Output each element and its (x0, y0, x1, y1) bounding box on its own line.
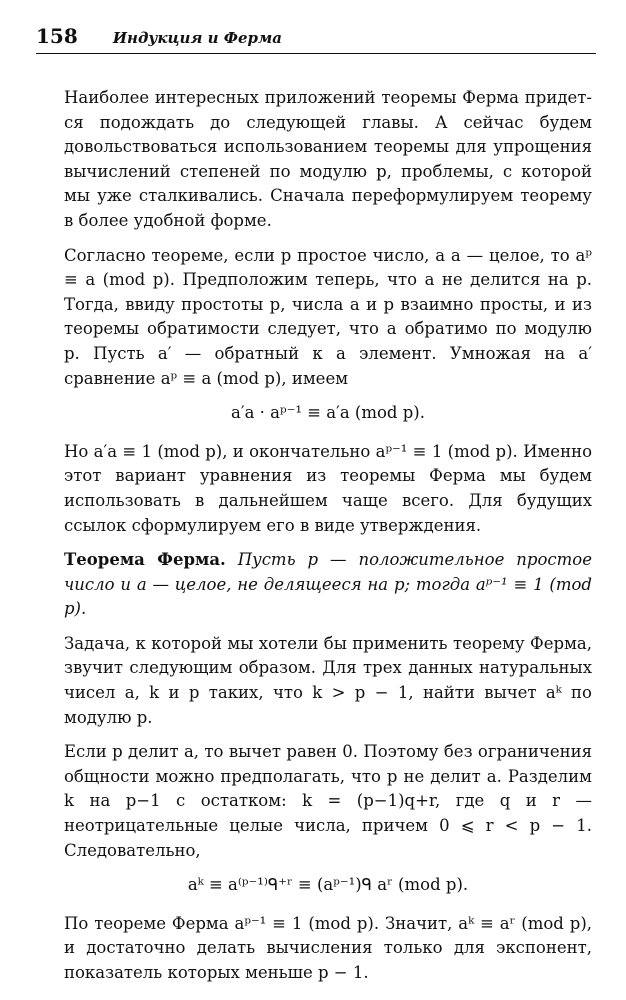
page-body (64, 86, 592, 996)
page-number: 158 (36, 24, 78, 48)
equation-2: aᵏ ≡ a⁽ᵖ⁻¹⁾ᑫ⁺ʳ ≡ (aᵖ⁻¹)ᑫ aʳ (mod p). (187, 875, 469, 895)
paragraph-4: Задача, к которой мы хотели бы применить теорему Ферма, звучит следующим образом. Для трех данных натуральных чисел a, k и p таких, что k > p − 1, найти вычет aᵏ по модулю p. (64, 633, 592, 727)
theorem (64, 548, 592, 622)
page-header (36, 24, 596, 54)
paragraph-2: Согласно теореме, если p простое число, а a — целое, то aᵖ ≡ a (mod p). Предположим теперь, что a не делится на p. Тогда, ввиду простоты p, числа a и p взаимно просты, и из теоремы обратимости следует, что a обратимо по модулю p. Пусть a′ — обратный к a элемент. Умножая на a′ сравнение aᵖ ≡ a (mod p), имеем (64, 245, 592, 388)
paragraph-5: Если p делит a, то вычет равен 0. Поэтому без ограничения общности можно предполагать, что p не делит a. Разделим k на p−1 с остатком: k = (p−1)q+r, где q и r — неотрицательные целые числа, причем 0 ⩽ r < p − 1. Следовательно, (64, 742, 592, 860)
equation-1: a′a · aᵖ⁻¹ ≡ a′a (mod p). (231, 403, 425, 423)
paragraph-3: Но a′a ≡ 1 (mod p), и окончательно aᵖ⁻¹ ≡ 1 (mod p). Именно этот вариант уравнения из теоремы Ферма мы будем использовать в дальнейшем чаще всего. Для будущих ссылок сформулируем его в виде утверждения. (64, 441, 592, 535)
paragraph-6: По теореме Ферма aᵖ⁻¹ ≡ 1 (mod p). Значит, aᵏ ≡ aʳ (mod p), и достаточно делать вычисления только для экспонент, показатель которых меньше p − 1. (64, 913, 592, 982)
theorem-title: Теорема Ферма. (64, 550, 226, 570)
running-title: Индукция и Ферма (112, 29, 282, 47)
theorem-text: Пусть p — положительное простое число и a — целое, не делящееся на p; тогда aᵖ⁻¹ ≡ 1 (mod p). (64, 550, 593, 619)
paragraph-1: Наиболее интересных приложений теоремы Ферма придется подождать до следующей главы. А сейчас будем довольствоваться использованием теоремы для упрощения вычислений степеней по модулю p, проблемы, с которой мы уже сталкивались. Сначала переформулируем теорему в более удобной форме. (64, 88, 592, 230)
